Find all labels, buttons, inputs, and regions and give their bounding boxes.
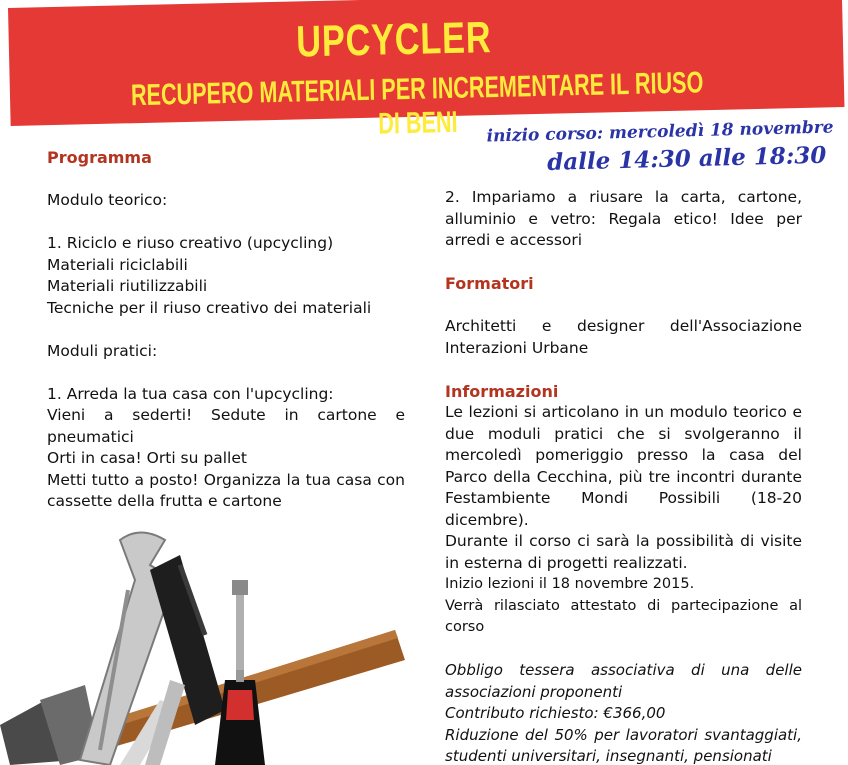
informazioni-heading: Informazioni [445,381,559,401]
program-item: 2. Impariamo a riusare la carta, cartone, alluminio e vetro: Regala etico! Idee per arredi e accessori [445,188,802,249]
course-title: UPCYCLER [295,13,492,67]
moduli-pratici-label: Moduli pratici: [47,341,158,360]
schedule-time: dalle 14:30 alle 18:30 [546,141,827,176]
info-discount: Riduzione del 50% per lavoratori svantaggiati, studenti universitari, insegnanti, pensionati [445,725,802,765]
schedule-start: inizio corso: mercoledì 18 novembre [486,117,834,147]
program-item: 1. Arreda la tua casa con l'upcycling: [47,384,334,403]
program-subitem: Metti tutto a posto! Organizza la tua casa con cassette della frutta e cartone [47,470,405,510]
formatori-heading: Formatori [445,274,534,293]
schedule [486,117,834,177]
info-paragraph: Le lezioni si articolano in un modulo teorico e due moduli pratici che si svolgeranno il mercoledì pomeriggio presso la casa del Parco della Cecchina, più tre incontri durante Festambiente Mondi Possibili (18-20 dicembre). [445,403,802,529]
right-column [445,187,802,765]
program-subitem: Materiali riciclabili [47,255,188,274]
program-subitem: Tecniche per il riuso creativo dei materiali [47,298,372,317]
programma-heading: Programma [47,148,152,167]
left-column [47,147,405,513]
info-membership: Obbligo tessera associativa di una delle associazioni proponenti [445,661,802,701]
program-item: 1. Riciclo e riuso creativo (upcycling) [47,234,334,252]
modulo-teorico-label: Modulo teorico: [47,191,168,209]
info-start-date: Inizio lezioni il 18 novembre 2015. [445,576,695,592]
program-subitem: Materiali riutilizzabili [47,277,208,295]
program-subitem: Vieni a sederti! Sedute in cartone e pneumatici [47,406,405,446]
course-subtitle: RECUPERO MATERIALI PER INCREMENTARE IL RIUSO DI BENI [130,66,704,141]
info-paragraph: Durante il corso ci sarà la possibilità di visite in esterna di progetti realizzati. [445,532,802,572]
program-subitem: Orti in casa! Orti su pallet [47,449,247,467]
info-certificate: Verrà rilasciato attestato di partecipazione al corso [445,597,802,635]
tools-illustration [0,520,440,765]
formatori-text: Architetti e designer dell'Associazione Interazioni Urbane [445,317,802,357]
info-fee: Contributo richiesto: €366,00 [445,704,666,722]
